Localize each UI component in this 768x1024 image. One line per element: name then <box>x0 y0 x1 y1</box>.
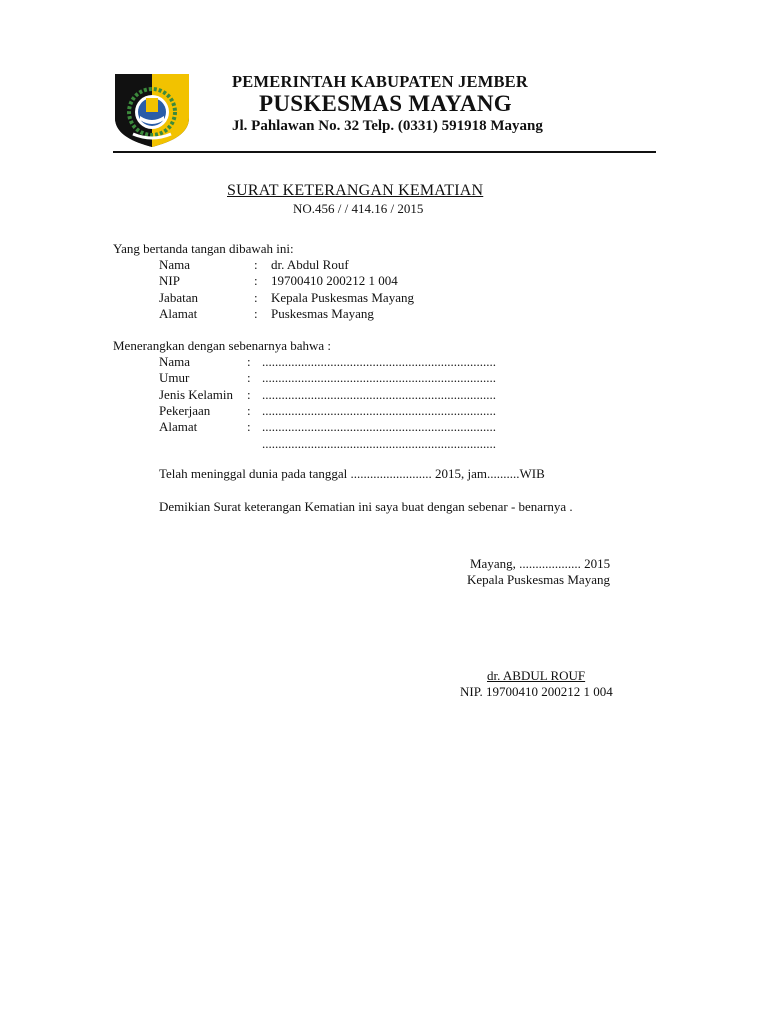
place-date: Mayang, ................... 2015 <box>470 556 611 571</box>
colon: : <box>247 419 251 434</box>
subject-value-blank: ........................................................................ <box>262 403 496 418</box>
closing-text: Demikian Surat keterangan Kematian ini saya buat dengan sebenar - benarnya . <box>159 499 573 514</box>
colon: : <box>254 257 258 272</box>
signer-position: Kepala Puskesmas Mayang <box>467 572 610 587</box>
subject-value-blank: ........................................................................ <box>262 354 496 369</box>
header-divider <box>113 151 656 153</box>
signer-label: Nama <box>159 257 191 272</box>
subject-label: Umur <box>159 370 190 385</box>
subject-value-blank: ........................................................................ <box>262 419 496 434</box>
signer-value: dr. Abdul Rouf <box>271 257 349 272</box>
address-continuation-blank: ........................................................................ <box>262 436 496 451</box>
signer-nip: NIP. 19700410 200212 1 004 <box>460 684 613 699</box>
signer-value: Kepala Puskesmas Mayang <box>271 290 414 305</box>
intro-text: Yang bertanda tangan dibawah ini: <box>113 241 294 256</box>
colon: : <box>247 387 251 402</box>
statement-text: Menerangkan dengan sebenarnya bahwa : <box>113 338 332 353</box>
regency-emblem-icon <box>113 72 191 148</box>
colon: : <box>247 370 251 385</box>
header-government: PEMERINTAH KABUPATEN JEMBER <box>232 72 528 91</box>
subject-label: Jenis Kelamin <box>159 387 234 402</box>
signer-value: 19700410 200212 1 004 <box>271 273 398 288</box>
signer-label: NIP <box>159 273 180 288</box>
subject-label: Nama <box>159 354 191 369</box>
subject-label: Alamat <box>159 419 198 434</box>
subject-label: Pekerjaan <box>159 403 211 418</box>
signer-name: dr. ABDUL ROUF <box>487 668 586 683</box>
header-address: Jl. Pahlawan No. 32 Telp. (0331) 591918 Mayang <box>232 118 543 134</box>
signer-label: Alamat <box>159 306 198 321</box>
colon: : <box>254 273 258 288</box>
document-title: SURAT KETERANGAN KEMATIAN <box>227 182 484 199</box>
signer-label: Jabatan <box>159 290 198 305</box>
header-institution: PUSKESMAS MAYANG <box>259 91 512 116</box>
colon: : <box>247 354 251 369</box>
signer-value: Puskesmas Mayang <box>271 306 374 321</box>
subject-value-blank: ........................................................................ <box>262 370 496 385</box>
subject-value-blank: ........................................................................ <box>262 387 496 402</box>
death-date-line: Telah meninggal dunia pada tanggal ......................... 2015, jam..........WIB <box>159 466 545 481</box>
colon: : <box>254 306 258 321</box>
colon: : <box>254 290 258 305</box>
colon: : <box>247 403 251 418</box>
document-number: NO.456 / / 414.16 / 2015 <box>293 201 424 216</box>
